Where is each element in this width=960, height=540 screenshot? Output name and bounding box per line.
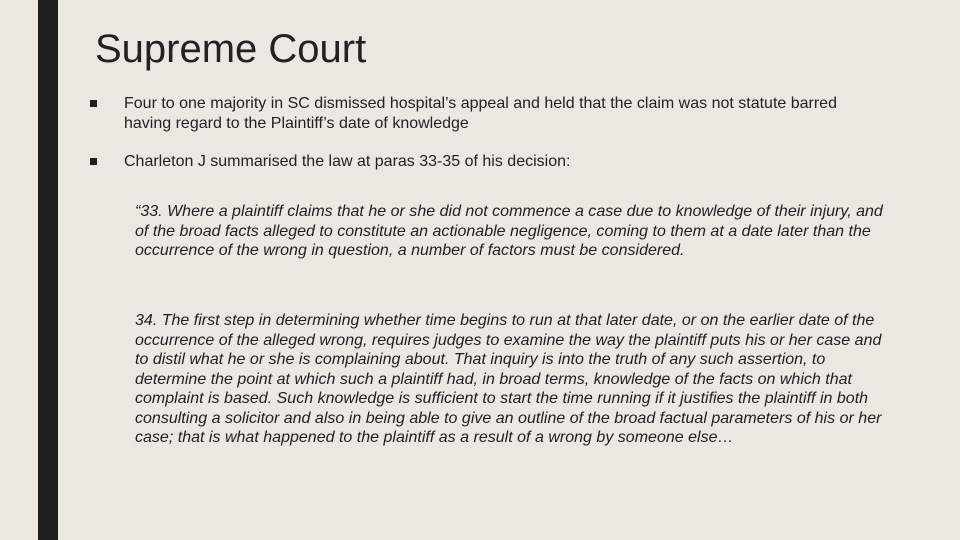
square-bullet-icon xyxy=(90,158,97,165)
bullet-list xyxy=(88,94,888,172)
quote-paragraph-34: 34. The first step in determining whether time begins to run at that later date, or on the earlier date of the occurrence of the alleged wrong, requires judges to examine the way the plaintiff puts his or her case and to distil what he or she is complaining about. That inquiry is into the truth of any such assertion, to determine the point at which such a plaintiff had, in broad terms, knowledge of the facts on which that complaint is based. Such knowledge is sufficient to start the time running if it justifies the plaintiff in both consulting a solicitor and also in being able to give an outline of the broad factual parameters of his or her case; that is what happened to the plaintiff as a result of a wrong by someone else… xyxy=(135,312,882,446)
quote-paragraph-33: “33. Where a plaintiff claims that he or she did not commence a case due to knowledge of their injury, and of the broad facts alleged to constitute an actionable negligence, coming to them at a date later than the occurrence of the wrong in question, a number of factors must be considered. xyxy=(135,203,883,259)
slide-title: Supreme Court xyxy=(95,27,367,71)
left-accent-bar xyxy=(38,0,58,540)
bullet-text: Four to one majority in SC dismissed hospital’s appeal and held that the claim was not statute barred having regard to the Plaintiff’s date of knowledge xyxy=(124,95,837,132)
bullet-item xyxy=(88,94,888,134)
square-bullet-icon xyxy=(90,100,97,107)
bullet-text: Charleton J summarised the law at paras 33-35 of his decision: xyxy=(124,153,571,170)
bullet-item xyxy=(88,152,888,172)
